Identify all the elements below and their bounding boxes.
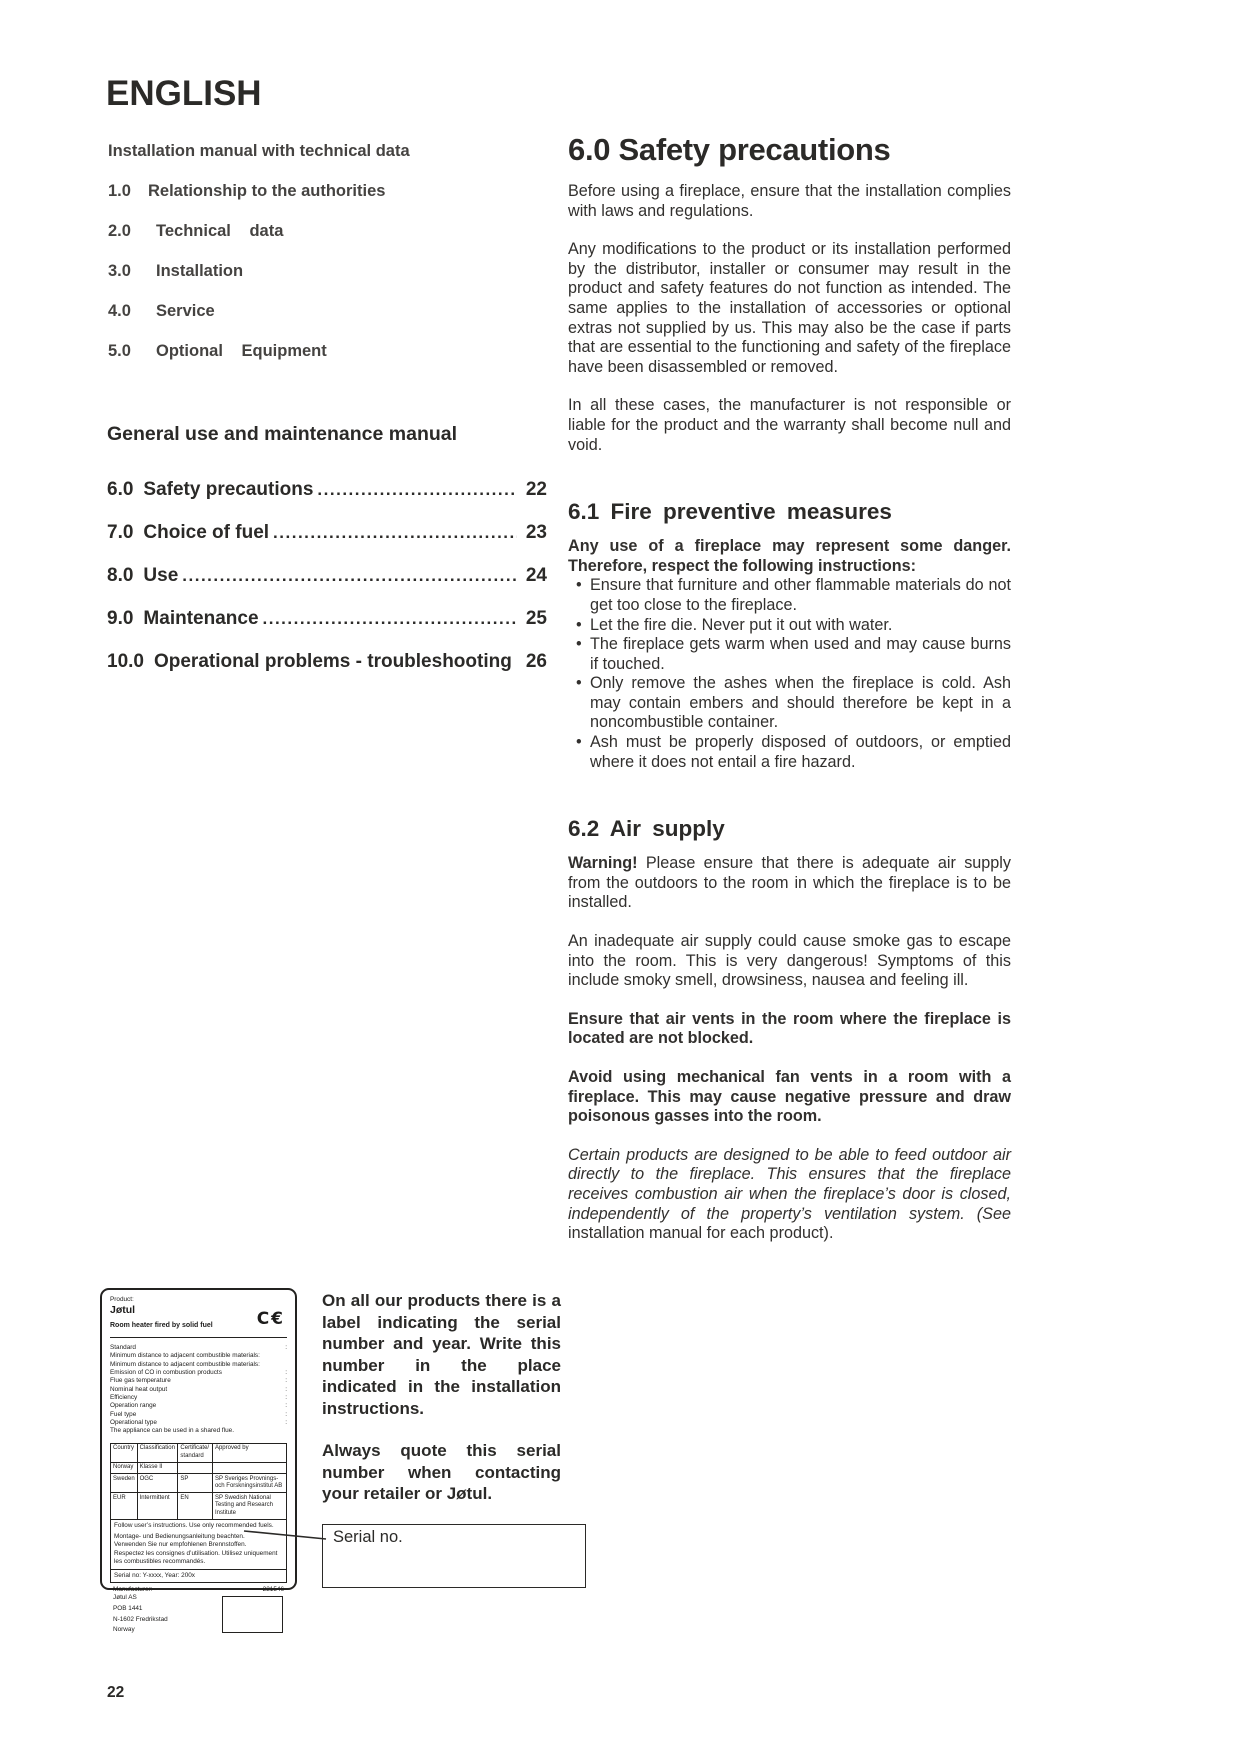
toc-installation-title: Installation manual with technical data — [108, 142, 410, 160]
serial-box-label: Serial no. — [333, 1528, 403, 1546]
label-brand: Jøtul — [110, 1304, 136, 1317]
dotted-leader — [182, 566, 517, 586]
table-header-row — [111, 1443, 287, 1462]
toc-item-label: Operational problems - troubleshooting — [153, 651, 512, 672]
spec-row — [110, 1411, 287, 1419]
spec-row — [110, 1344, 287, 1352]
label-product-field: Product: — [110, 1296, 134, 1303]
toc-item-number: 2.0 — [108, 222, 131, 240]
cell — [212, 1462, 286, 1474]
spec-label: Emission of CO in combustion products — [110, 1369, 222, 1377]
toc-item-number: 3.0 — [108, 262, 131, 280]
spec-label: Fuel type — [110, 1410, 137, 1418]
main-content-column — [568, 132, 1011, 1263]
toc-item-number: 9.0 — [107, 608, 134, 629]
cell: OGC — [137, 1474, 178, 1493]
spec-colon: : — [285, 1369, 287, 1377]
label-serial-line: Serial no: Y-xxxx, Year: 200x — [110, 1570, 287, 1582]
toc-item-6 — [107, 479, 547, 501]
spec-row — [110, 1352, 287, 1360]
spec-row — [110, 1402, 287, 1410]
italic-text: Certain products are designed to be able to feed outdoor air directly to the fireplace. This ensures that the fireplace receives combustion air when the fireplace’s door is closed, independently of the property’s ventilation system. (See — [568, 1145, 1011, 1223]
shared-flue-note — [110, 1427, 287, 1435]
col-header: Approved by — [212, 1443, 286, 1462]
note-paragraph-2: Always quote this serial number when contacting your retailer or Jøtul. — [322, 1441, 561, 1503]
label-part-number: 221546 — [262, 1585, 284, 1593]
instruction-line: Respectez les consignes d’utilisation. Utilisez uniquement les combustibles recommandés. — [114, 1549, 278, 1565]
spec-colon: : — [285, 1419, 287, 1427]
label-product-type: Room heater fired by solid fuel — [110, 1321, 213, 1329]
warning-text: Please ensure that there is adequate air supply from the outdoors to the room in which the fireplace is to be installed. — [568, 854, 1011, 912]
toc-item-number: 4.0 — [108, 302, 131, 320]
table-row — [111, 1462, 287, 1474]
address-line: N-1602 Fredrikstad — [113, 1615, 168, 1623]
cell: SP Swedish National Testing and Research Institute — [212, 1493, 286, 1520]
list-item: • The fireplace gets warm when used and may cause burns if touched. — [574, 635, 1011, 674]
dotted-leader — [516, 652, 517, 672]
table-row — [111, 1493, 287, 1520]
toc-item-page: 23 — [525, 522, 547, 543]
spec-row — [110, 1394, 287, 1402]
section-6-2-paragraph-2: An inadequate air supply could cause smoke gas to escape into the room. This is very dangerous! Symptoms of this include smoky smell, drowsiness, nausea and feeling ill. — [568, 932, 1011, 990]
spec-label: Nominal heat output — [110, 1385, 168, 1393]
toc-general-title: General use and maintenance manual — [107, 423, 458, 445]
spec-label: Minimum distance to adjacent combustible materials: — [110, 1360, 260, 1368]
language-heading: ENGLISH — [106, 74, 262, 113]
cell: SP — [178, 1474, 213, 1493]
section-6-2-heading: 6.2 Air supply — [568, 816, 725, 842]
address-line: POB 1441 — [113, 1604, 143, 1612]
dotted-leader — [263, 609, 517, 629]
serial-connector-line — [238, 1523, 330, 1545]
page-number: 22 — [107, 1684, 125, 1701]
toc-item-label: Technical data — [156, 222, 284, 240]
toc-item-9 — [107, 608, 547, 630]
spec-label: Operation range — [110, 1402, 157, 1410]
note-paragraph-1: On all our products there is a label indicating the serial number and year. Write this number in the place indicated in the installation instructions. — [322, 1291, 561, 1418]
toc-item-1 — [108, 182, 553, 201]
col-header: Certificate/ standard — [178, 1443, 213, 1462]
label-explanation-note — [322, 1290, 561, 1526]
toc-item-number: 7.0 — [107, 522, 134, 543]
spec-row — [110, 1386, 287, 1394]
table-row — [111, 1474, 287, 1493]
cell: SP Sveriges Provnings- och Forskningsinstitut AB — [212, 1474, 286, 1493]
spec-row — [110, 1377, 287, 1385]
manufacturer-label: Manufacturer: — [113, 1585, 153, 1593]
spec-colon: : — [285, 1377, 287, 1385]
label-spec-list — [110, 1337, 287, 1436]
instruction-line: Verwenden Sie nur empfohlenen Brennstoffen. — [114, 1541, 247, 1549]
spec-colon: : — [285, 1344, 287, 1352]
toc-item-number: 1.0 — [108, 182, 131, 200]
toc-item-3 — [108, 262, 553, 281]
section-6-2-bold-1: Ensure that air vents in the room where the fireplace is located are not blocked. — [568, 1009, 1011, 1048]
cell: Norway — [111, 1462, 138, 1474]
list-item: • Let the fire die. Never put it out with water. — [574, 616, 1011, 636]
spec-colon: : — [285, 1410, 287, 1418]
section-6-0-paragraph-2: Any modifications to the product or its installation performed by the distributor, installer or consumer may result in the product and safety features do not function as intended. The same applies to the installation of accessories or optional extras not supplied by us. This may also be the case if parts that are essential to the functioning and safety of the fireplace have been disassembled or removed. — [568, 240, 1011, 376]
section-6-1-intro: Any use of a fireplace may represent some danger. Therefore, respect the following instructions: — [568, 537, 1011, 575]
toc-item-number: 8.0 — [107, 565, 134, 586]
toc-item-page: 22 — [525, 479, 547, 500]
toc-item-number: 10.0 — [107, 651, 144, 672]
spec-row — [110, 1419, 287, 1427]
dotted-leader — [317, 480, 517, 500]
section-6-0-paragraph-1: Before using a fireplace, ensure that the installation complies with laws and regulations. — [568, 182, 1011, 220]
toc-item-page: 24 — [525, 565, 547, 586]
cell: Klasse II — [137, 1462, 178, 1474]
cell: EUR — [111, 1493, 138, 1520]
list-item: • Only remove the ashes when the fireplace is cold. Ash may contain embers and should therefore be kept in a noncombustible container. — [574, 674, 1011, 733]
spec-label: Flue gas temperature — [110, 1377, 171, 1385]
toc-item-label: Service — [156, 302, 215, 320]
cell — [178, 1462, 213, 1474]
toc-item-10 — [107, 651, 547, 673]
cell: Intermittent — [137, 1493, 178, 1520]
toc-item-8 — [107, 565, 547, 587]
toc-item-7 — [107, 522, 547, 544]
address-line: Jøtul AS — [113, 1593, 137, 1601]
toc-item-label: Safety precautions — [143, 479, 314, 500]
spec-label: Minimum distance to adjacent combustible materials: — [110, 1352, 260, 1360]
spec-label: Standard — [110, 1344, 136, 1352]
ce-mark-icon: C€ — [256, 1309, 285, 1329]
serial-write-box — [222, 1596, 283, 1633]
spec-colon: : — [285, 1402, 287, 1410]
section-6-2-italic-note — [568, 1146, 1011, 1244]
instruction-line: Montage- und Bedienungsanleitung beachten. — [114, 1533, 245, 1540]
toc-item-page: 25 — [525, 608, 547, 629]
toc-item-label: Optional Equipment — [156, 342, 327, 360]
spec-label: The appliance can be used in a shared flue. — [110, 1427, 234, 1435]
label-manufacturer-block — [110, 1583, 287, 1642]
toc-item-2 — [108, 222, 553, 241]
spec-colon: : — [285, 1394, 287, 1402]
toc-installation-manual — [108, 142, 553, 382]
list-item: • Ash must be properly disposed of outdoors, or emptied where it does not entail a fire hazard. — [574, 733, 1011, 772]
spec-row — [110, 1369, 287, 1377]
instruction-line: Follow user’s instructions. Use only recommended fuels. — [114, 1521, 274, 1529]
toc-item-page: 26 — [525, 651, 547, 672]
section-6-2-warning — [568, 854, 1011, 913]
toc-general-manual — [107, 479, 547, 694]
section-6-0-heading: 6.0 Safety precautions — [568, 132, 891, 167]
toc-item-number: 5.0 — [108, 342, 131, 360]
toc-item-label: Maintenance — [143, 608, 259, 629]
toc-item-number: 6.0 — [107, 479, 134, 500]
spec-colon: : — [285, 1385, 287, 1393]
fire-prevention-list — [568, 576, 1011, 772]
cell: EN — [178, 1493, 213, 1520]
toc-item-label: Installation — [156, 262, 244, 280]
toc-item-label: Relationship to the authorities — [148, 182, 386, 200]
section-6-1-heading: 6.1 Fire preventive measures — [568, 499, 892, 525]
col-header: Classification — [137, 1443, 178, 1462]
serial-number-box — [322, 1524, 586, 1588]
toc-item-4 — [108, 302, 553, 321]
list-item: • Ensure that furniture and other flammable materials do not get too close to the fireplace. — [574, 576, 1011, 615]
spec-row — [110, 1361, 287, 1369]
section-6-2-bold-2: Avoid using mechanical fan vents in a room with a fireplace. This may cause negative pressure and draw poisonous gasses into the room. — [568, 1068, 1011, 1126]
toc-item-label: Choice of fuel — [143, 522, 270, 543]
spec-label: Efficiency — [110, 1394, 138, 1402]
spec-label: Operational type — [110, 1419, 157, 1427]
label-header — [110, 1296, 287, 1334]
toc-item-label: Use — [143, 565, 179, 586]
address-line: Norway — [113, 1626, 135, 1634]
dotted-leader — [273, 523, 517, 543]
section-6-0-paragraph-3: In all these cases, the manufacturer is not responsible or liable for the product and the warranty shall become null and void. — [568, 396, 1011, 454]
italic-tail: installation manual for each product). — [568, 1224, 834, 1243]
col-header: Country — [111, 1443, 138, 1462]
warning-label: Warning! — [568, 854, 638, 873]
cell: Sweden — [111, 1474, 138, 1493]
toc-item-5 — [108, 342, 553, 361]
label-approval-table — [110, 1443, 287, 1520]
